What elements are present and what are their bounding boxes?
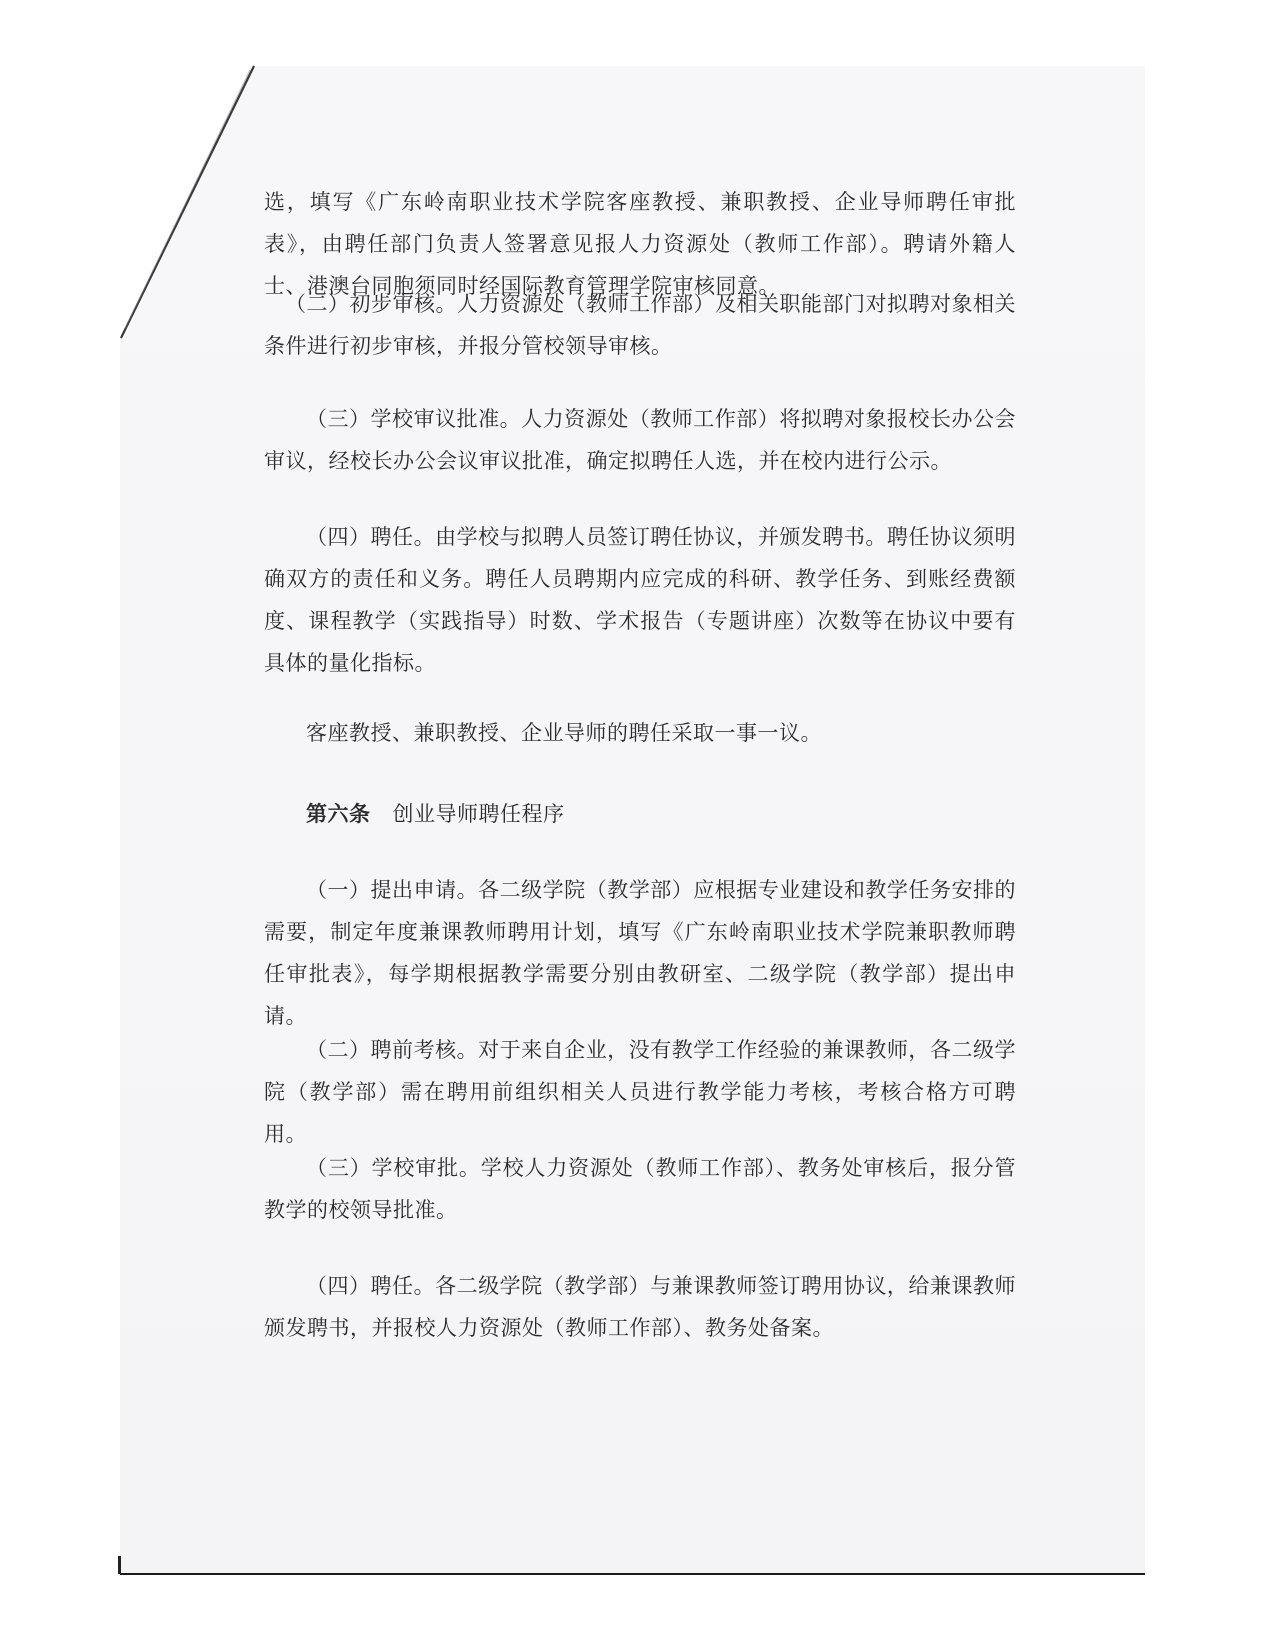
paragraph-case-by-case: 客座教授、兼职教授、企业导师的聘任采取一事一议。 <box>306 721 822 745</box>
paragraph-preliminary-review: （二）初步审核。人力资源处（教师工作部）及相关职能部门对拟聘对象相关条件进行初步审核，并报分管校领导审核。 <box>264 292 1016 358</box>
article-title: 创业导师聘任程序 <box>392 802 565 826</box>
paragraph-1: 选，填写《广东岭南职业技术学院客座教授、兼职教授、企业导师聘任审批表》，由聘任部门负责人签署意见报人力资源处（教师工作部）。聘请外籍人士、港澳台同胞须同时经国际教育管理学院审核同意。 <box>264 190 1016 298</box>
paragraph-appointment: （四）聘任。由学校与拟聘人员签订聘任协议，并颁发聘书。聘任协议须明确双方的责任和义务。聘任人员聘期内应完成的科研、教学任务、到账经费额度、课程教学（实践指导）时数、学术报告（专题讲座）次数等在协议中要有具体的量化指标。 <box>264 525 1016 675</box>
paragraph-school-approval: （三）学校审议批准。人力资源处（教师工作部）将拟聘对象报校长办公会审议，经校长办公会议审议批准，确定拟聘任人选，并在校内进行公示。 <box>264 407 1016 473</box>
article-label: 第六条 <box>306 802 371 826</box>
paragraph-pre-hire-assessment: （二）聘前考核。对于来自企业，没有教学工作经验的兼课教师，各二级学院（教学部）需在聘用前组织相关人员进行教学能力考核，考核合格方可聘用。 <box>264 1038 1016 1146</box>
paragraph-hiring: （四）聘任。各二级学院（教学部）与兼课教师签订聘用协议，给兼课教师颁发聘书，并报校人力资源处（教师工作部）、教务处备案。 <box>264 1274 1016 1340</box>
page-corner-mark <box>118 1556 121 1574</box>
article-heading <box>306 793 565 835</box>
page-bottom-edge <box>120 1573 1145 1575</box>
paragraph-application: （一）提出申请。各二级学院（教学部）应根据专业建设和教学任务安排的需要，制定年度兼课教师聘用计划，填写《广东岭南职业技术学院兼职教师聘任审批表》，每学期根据教学需要分别由教研室、二级学院（教学部）提出申请。 <box>264 878 1016 1028</box>
paragraph-school-review: （三）学校审批。学校人力资源处（教师工作部）、教务处审核后，报分管教学的校领导批准。 <box>264 1156 1016 1222</box>
